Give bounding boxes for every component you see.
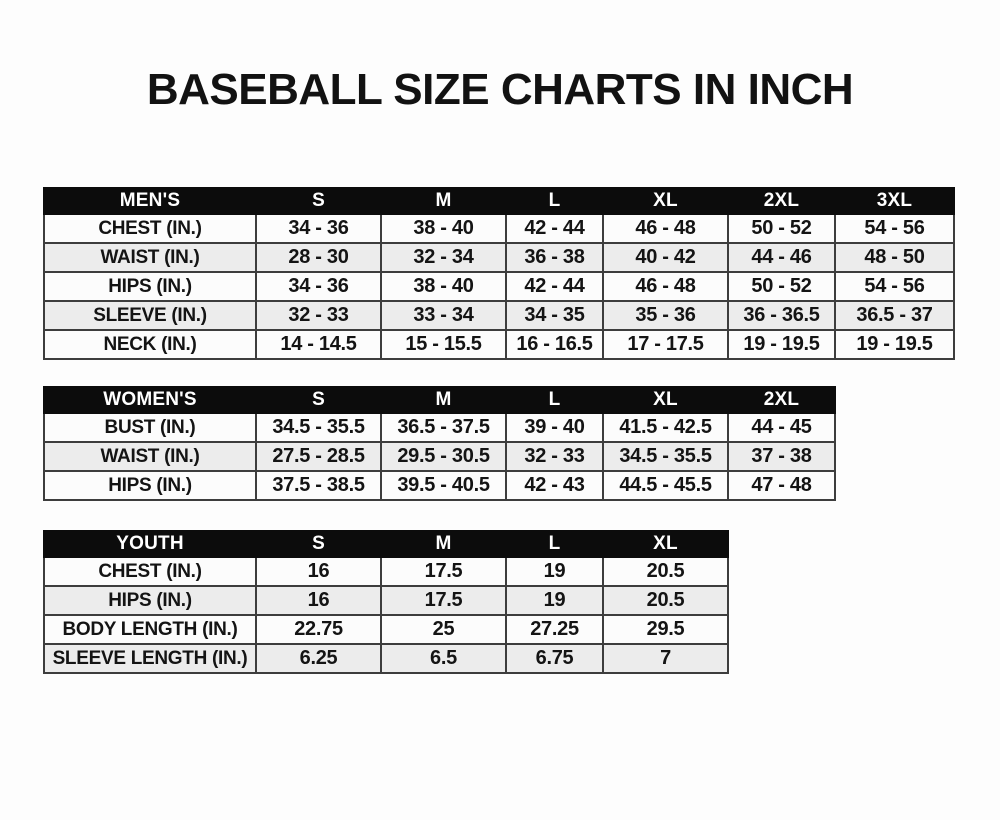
column-header-l: L <box>506 531 603 557</box>
size-cell: 28 - 30 <box>256 243 381 272</box>
size-cell: 17 - 17.5 <box>603 330 728 359</box>
size-cell: 16 <box>256 586 381 615</box>
row-label-waist: WAIST (IN.) <box>44 243 256 272</box>
column-header-3xl: 3XL <box>835 188 954 214</box>
size-cell: 19 - 19.5 <box>835 330 954 359</box>
size-cell: 47 - 48 <box>728 471 835 500</box>
size-cell: 32 - 33 <box>256 301 381 330</box>
size-cell: 50 - 52 <box>728 272 835 301</box>
size-cell: 6.75 <box>506 644 603 673</box>
size-cell: 50 - 52 <box>728 214 835 243</box>
column-header-2xl: 2XL <box>728 188 835 214</box>
column-header-s: S <box>256 387 381 413</box>
size-cell: 19 <box>506 586 603 615</box>
size-cell: 36 - 38 <box>506 243 603 272</box>
table-row <box>44 243 954 272</box>
page-title: BASEBALL SIZE CHARTS IN INCH <box>146 65 854 114</box>
size-cell: 36 - 36.5 <box>728 301 835 330</box>
size-cell: 29.5 - 30.5 <box>381 442 506 471</box>
size-cell: 32 - 34 <box>381 243 506 272</box>
size-cell: 32 - 33 <box>506 442 603 471</box>
mens-table-title: MEN'S <box>44 188 256 214</box>
size-cell: 6.25 <box>256 644 381 673</box>
youth-header-row <box>44 531 728 557</box>
column-header-m: M <box>381 188 506 214</box>
size-cell: 34.5 - 35.5 <box>603 442 728 471</box>
table-row <box>44 442 835 471</box>
size-cell: 17.5 <box>381 557 506 586</box>
table-row <box>44 272 954 301</box>
youth-size-table <box>43 530 729 674</box>
size-cell: 42 - 43 <box>506 471 603 500</box>
size-cell: 40 - 42 <box>603 243 728 272</box>
column-header-s: S <box>256 188 381 214</box>
size-cell: 33 - 34 <box>381 301 506 330</box>
size-cell: 38 - 40 <box>381 214 506 243</box>
size-cell: 20.5 <box>603 557 728 586</box>
size-cell: 22.75 <box>256 615 381 644</box>
table-row <box>44 586 728 615</box>
table-row <box>44 214 954 243</box>
size-cell: 42 - 44 <box>506 214 603 243</box>
column-header-l: L <box>506 188 603 214</box>
size-chart-page <box>0 65 1000 674</box>
row-label-sleeve: SLEEVE (IN.) <box>44 301 256 330</box>
size-cell: 38 - 40 <box>381 272 506 301</box>
size-cell: 6.5 <box>381 644 506 673</box>
size-cell: 34 - 36 <box>256 214 381 243</box>
size-cell: 34.5 - 35.5 <box>256 413 381 442</box>
size-cell: 7 <box>603 644 728 673</box>
size-cell: 16 <box>256 557 381 586</box>
column-header-xl: XL <box>603 531 728 557</box>
size-cell: 36.5 - 37 <box>835 301 954 330</box>
size-cell: 19 <box>506 557 603 586</box>
size-cell: 44 - 46 <box>728 243 835 272</box>
size-cell: 29.5 <box>603 615 728 644</box>
mens-size-table <box>43 187 955 360</box>
row-label-chest: CHEST (IN.) <box>44 214 256 243</box>
row-label-body-length: BODY LENGTH (IN.) <box>44 615 256 644</box>
size-cell: 19 - 19.5 <box>728 330 835 359</box>
row-label-bust: BUST (IN.) <box>44 413 256 442</box>
size-cell: 42 - 44 <box>506 272 603 301</box>
row-label-chest: CHEST (IN.) <box>44 557 256 586</box>
size-cell: 14 - 14.5 <box>256 330 381 359</box>
column-header-m: M <box>381 387 506 413</box>
womens-size-table <box>43 386 836 501</box>
column-header-l: L <box>506 387 603 413</box>
row-label-waist: WAIST (IN.) <box>44 442 256 471</box>
table-row <box>44 644 728 673</box>
size-cell: 46 - 48 <box>603 214 728 243</box>
row-label-hips: HIPS (IN.) <box>44 471 256 500</box>
table-row <box>44 413 835 442</box>
size-cell: 15 - 15.5 <box>381 330 506 359</box>
size-cell: 41.5 - 42.5 <box>603 413 728 442</box>
mens-header-row <box>44 188 954 214</box>
row-label-neck: NECK (IN.) <box>44 330 256 359</box>
size-cell: 16 - 16.5 <box>506 330 603 359</box>
table-row <box>44 557 728 586</box>
size-cell: 35 - 36 <box>603 301 728 330</box>
size-cell: 39 - 40 <box>506 413 603 442</box>
row-label-hips: HIPS (IN.) <box>44 586 256 615</box>
size-cell: 25 <box>381 615 506 644</box>
table-row <box>44 615 728 644</box>
size-cell: 54 - 56 <box>835 214 954 243</box>
size-cell: 48 - 50 <box>835 243 954 272</box>
size-cell: 20.5 <box>603 586 728 615</box>
size-cell: 34 - 35 <box>506 301 603 330</box>
size-cell: 46 - 48 <box>603 272 728 301</box>
table-row <box>44 471 835 500</box>
size-cell: 44.5 - 45.5 <box>603 471 728 500</box>
size-cell: 27.25 <box>506 615 603 644</box>
size-cell: 27.5 - 28.5 <box>256 442 381 471</box>
size-cell: 37 - 38 <box>728 442 835 471</box>
size-cell: 37.5 - 38.5 <box>256 471 381 500</box>
womens-header-row <box>44 387 835 413</box>
row-label-sleeve-length: SLEEVE LENGTH (IN.) <box>44 644 256 673</box>
row-label-hips: HIPS (IN.) <box>44 272 256 301</box>
size-cell: 54 - 56 <box>835 272 954 301</box>
size-cell: 39.5 - 40.5 <box>381 471 506 500</box>
column-header-2xl: 2XL <box>728 387 835 413</box>
table-row <box>44 330 954 359</box>
column-header-m: M <box>381 531 506 557</box>
size-cell: 36.5 - 37.5 <box>381 413 506 442</box>
column-header-xl: XL <box>603 387 728 413</box>
table-row <box>44 301 954 330</box>
size-cell: 44 - 45 <box>728 413 835 442</box>
size-cell: 34 - 36 <box>256 272 381 301</box>
youth-table-title: YOUTH <box>44 531 256 557</box>
size-cell: 17.5 <box>381 586 506 615</box>
womens-table-title: WOMEN'S <box>44 387 256 413</box>
column-header-s: S <box>256 531 381 557</box>
column-header-xl: XL <box>603 188 728 214</box>
